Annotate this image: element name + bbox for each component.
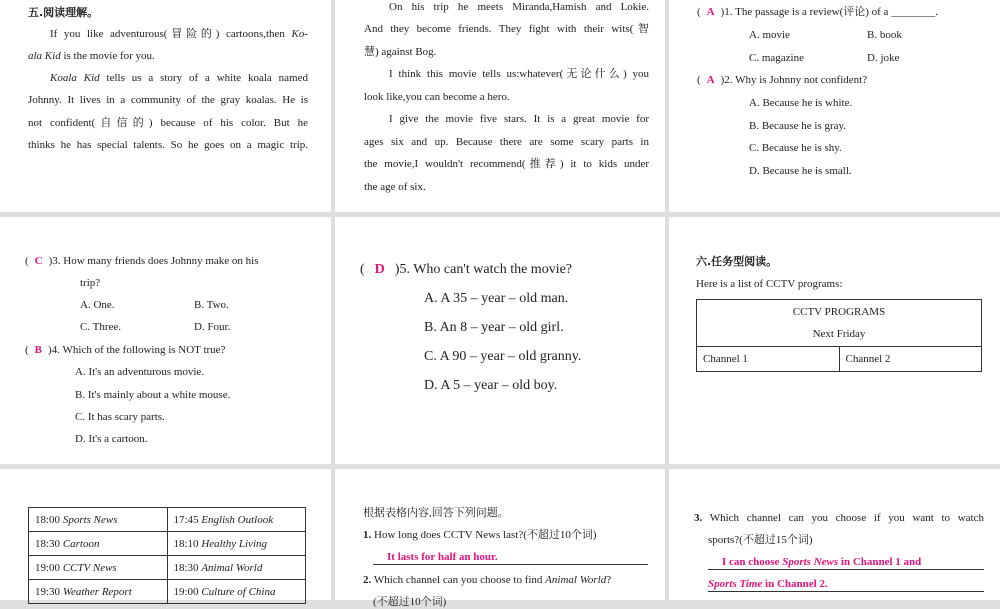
option: C. A 90 – year – old granny. <box>424 349 582 364</box>
question-4: ( B )4. Which of the following is NOT true? <box>25 344 226 356</box>
passage-line: thinks he has special talents. So he goes on a magic trip. <box>28 139 308 151</box>
option: C. Because he is shy. <box>749 142 842 154</box>
short-answer-1: It lasts for half an hour. <box>373 550 648 565</box>
passage-panel-2 <box>335 0 665 212</box>
option: B. Two. <box>194 299 229 311</box>
option: D. joke <box>867 52 900 64</box>
questions-panel-1 <box>669 0 1000 212</box>
passage-line: 慧) against Bog. <box>364 46 437 58</box>
short-answer-3-line-2: Sports Time in Channel 2. <box>708 577 984 592</box>
programs-table-header <box>696 299 982 372</box>
passage-line: I give the movie five stars. It is a great movie for <box>389 113 649 125</box>
short-answer-3-line-1: I can choose Sports News in Channel 1 and <box>708 555 984 570</box>
passage-line: not confident(自信的) because of his color. But he <box>28 117 308 129</box>
answer-3: C <box>34 255 43 267</box>
table-title-cell <box>697 300 982 347</box>
table-row: 19:30 Weather Report 19:00 Culture of China <box>29 580 306 604</box>
passage-line: the movie,I wouldn't recommend(推荐) it to kids under <box>364 158 649 170</box>
table-title: CCTV PROGRAMS <box>792 306 886 318</box>
short-question-2: 2. Which channel can you choose to find Animal World? <box>363 574 612 586</box>
option: B. An 8 – year – old girl. <box>424 320 564 335</box>
question-5: ( D )5. Who can't watch the movie? <box>360 262 573 277</box>
answer-5: D <box>374 262 385 277</box>
option: D. It's a cartoon. <box>75 433 148 445</box>
table-row: 18:30 Cartoon 18:10 Healthy Living <box>29 532 306 556</box>
short-question-2-limit: (不超过10个词) <box>373 596 447 608</box>
passage-line: Johnny. It lives in a community of the gray koalas. He is <box>28 94 308 106</box>
answer-questions-panel <box>335 469 665 608</box>
option: C. magazine <box>749 52 804 64</box>
answer-2: A <box>706 74 715 86</box>
option: A. It's an adventurous movie. <box>75 366 205 378</box>
section-heading: 五.阅读理解。 <box>28 6 99 19</box>
option: D. A 5 – year – old boy. <box>424 378 558 393</box>
option: B. book <box>867 29 902 41</box>
table-subtitle: Next Friday <box>812 328 866 340</box>
passage-line: And they become friends. They fight with their wits(智 <box>364 23 649 35</box>
option: D. Because he is small. <box>749 165 852 177</box>
passage-line: the age of six. <box>364 181 426 193</box>
programs-table-panel <box>0 469 331 600</box>
question-1: ( A )1. The passage is a review(评论) of a ________. <box>697 6 938 18</box>
short-question-3-cont: sports?(不超过15个词) <box>708 534 813 546</box>
short-question-1: 1. How long does CCTV News last?(不超过10个词) <box>363 529 597 541</box>
option: A. One. <box>80 299 115 311</box>
passage-line: look like,you can become a hero. <box>364 91 510 103</box>
answer-1: A <box>706 6 715 18</box>
option: B. Because he is gray. <box>749 120 847 132</box>
question-3-cont: trip? <box>80 277 101 289</box>
passage-panel-1 <box>0 0 331 212</box>
answer-questions-panel-2 <box>669 469 1000 600</box>
option: A. Because he is white. <box>749 97 853 109</box>
questions-panel-2 <box>0 217 331 464</box>
passage-line: ages six and up. Because there are some scary parts in <box>364 136 649 148</box>
passage-line: I think this movie tells us:whatever(无论什么) you <box>389 68 649 80</box>
option: A. A 35 – year – old man. <box>424 291 569 306</box>
option: D. Four. <box>194 321 231 333</box>
option: A. movie <box>749 29 790 41</box>
question-3: ( C )3. How many friends does Johnny make on his <box>25 255 259 267</box>
section-heading: 六.任务型阅读。 <box>696 255 778 268</box>
column-header-channel-2: Channel 2 <box>839 347 982 372</box>
column-header-channel-1: Channel 1 <box>697 347 840 372</box>
programs-table <box>28 507 306 604</box>
table-row: 18:00 Sports News 17:45 English Outlook <box>29 508 306 532</box>
question-2: ( A )2. Why is Johnny not confident? <box>697 74 868 86</box>
intro-text: Here is a list of CCTV programs: <box>696 278 843 290</box>
option: B. It's mainly about a white mouse. <box>75 389 231 401</box>
option: C. Three. <box>80 321 122 333</box>
passage-line: On his trip he meets Miranda,Hamish and Lokie. <box>389 1 649 13</box>
questions-panel-3 <box>335 217 665 464</box>
short-question-3: 3. Which channel can you choose if you want to watch <box>694 512 984 524</box>
instruction: 根据表格内容,回答下列问题。 <box>363 507 509 519</box>
table-row: 19:00 CCTV News 18:30 Animal World <box>29 556 306 580</box>
answer-4: B <box>34 344 43 356</box>
passage-line: Koala Kid tells us a story of a white koala named <box>50 72 308 84</box>
passage-line: If you like adventurous(冒险的) cartoons,then Ko- <box>50 28 308 40</box>
task-reading-panel <box>669 217 1000 464</box>
option: C. It has scary parts. <box>75 411 165 423</box>
passage-line: ala Kid is the movie for you. <box>28 50 155 62</box>
